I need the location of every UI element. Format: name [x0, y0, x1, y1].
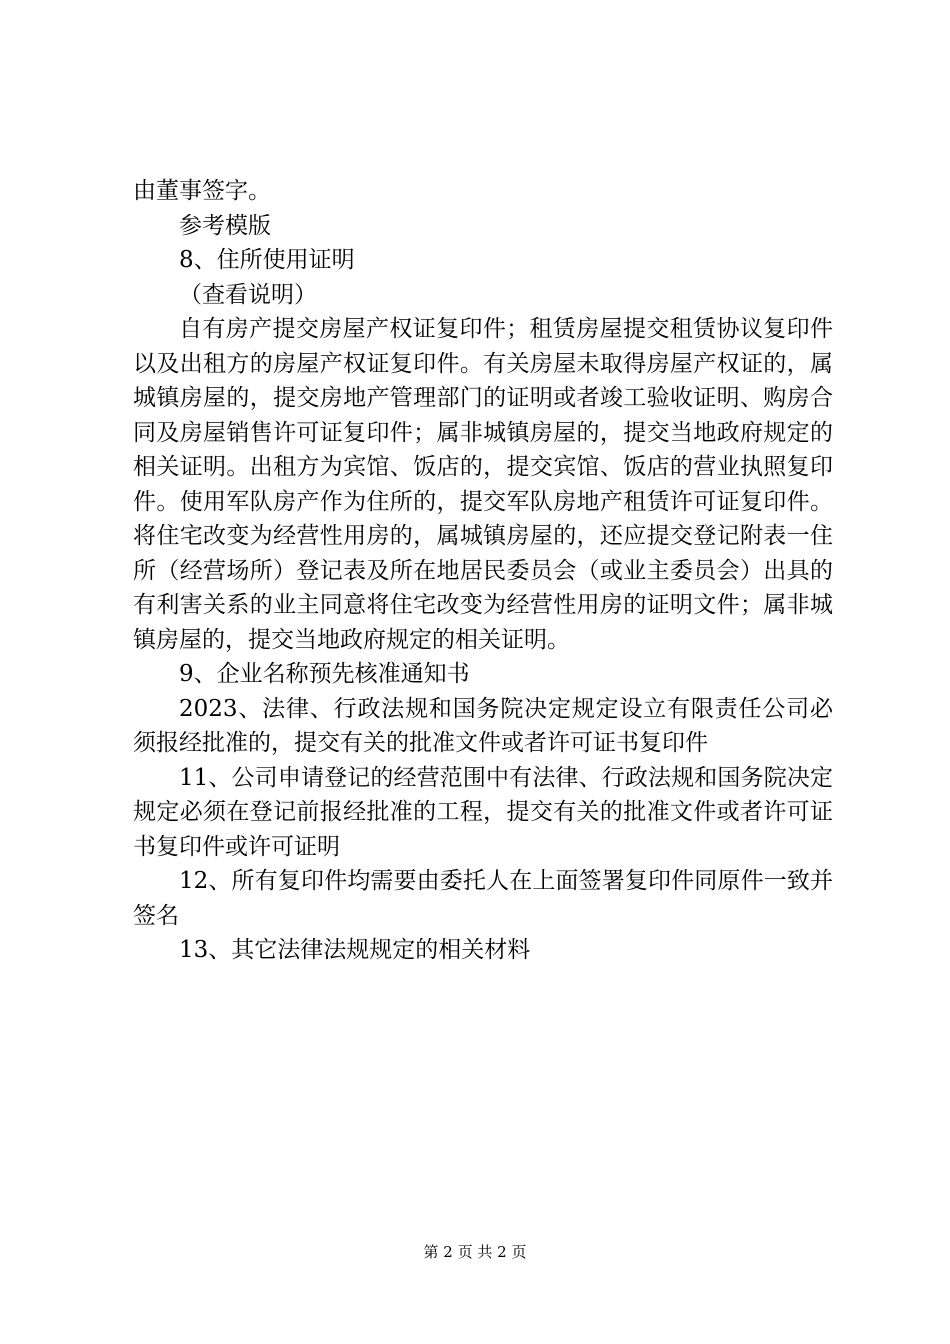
paragraph-continuation: 由董事签字。: [133, 178, 271, 204]
paragraph-item-13: 13、其它法律法规规定的相关材料: [179, 937, 531, 963]
paragraph-item-12: 12、所有复印件均需要由委托人在上面签署复印件同原件一致并签名: [133, 868, 833, 929]
paragraph-item-10: 2023、法律、行政法规和国务院决定规定设立有限责任公司必须报经批准的，提交有关的批准文件或者许可证书复印件: [133, 695, 833, 756]
document-body: [133, 174, 833, 968]
heading-item-9: 9、企业名称预先核准通知书: [179, 661, 470, 687]
view-note: （查看说明）: [179, 281, 317, 308]
paragraph-item-11: 11、公司申请登记的经营范围中有法律、行政法规和国务院决定规定必须在登记前报经批准的工程，提交有关的批准文件或者许可证书复印件或许可证明: [133, 764, 833, 860]
paragraph-template-reference: 参考模版: [179, 212, 271, 239]
heading-item-8: 8、住所使用证明: [179, 247, 355, 273]
page-footer: 第 2 页 共 2 页: [423, 1243, 527, 1261]
paragraph-residence-proof: 自有房产提交房屋产权证复印件；租赁房屋提交租赁协议复印件以及出租方的房屋产权证复印件。有关房屋未取得房屋产权证的，属城镇房屋的，提交房地产管理部门的证明或者竣工验收证明、购房合同及房屋销售许可证复印件；属非城镇房屋的，提交当地政府规定的相关证明。出租方为宾馆、饭店的，提交宾馆、饭店的营业执照复印件。使用军队房产作为住所的，提交军队房地产租赁许可证复印件。将住宅改变为经营性用房的，属城镇房屋的，还应提交登记附表一住所（经营场所）登记表及所在地居民委员会（或业主委员会）出具的有利害关系的业主同意将住宅改变为经营性用房的证明文件；属非城镇房屋的，提交当地政府规定的相关证明。: [133, 316, 833, 653]
